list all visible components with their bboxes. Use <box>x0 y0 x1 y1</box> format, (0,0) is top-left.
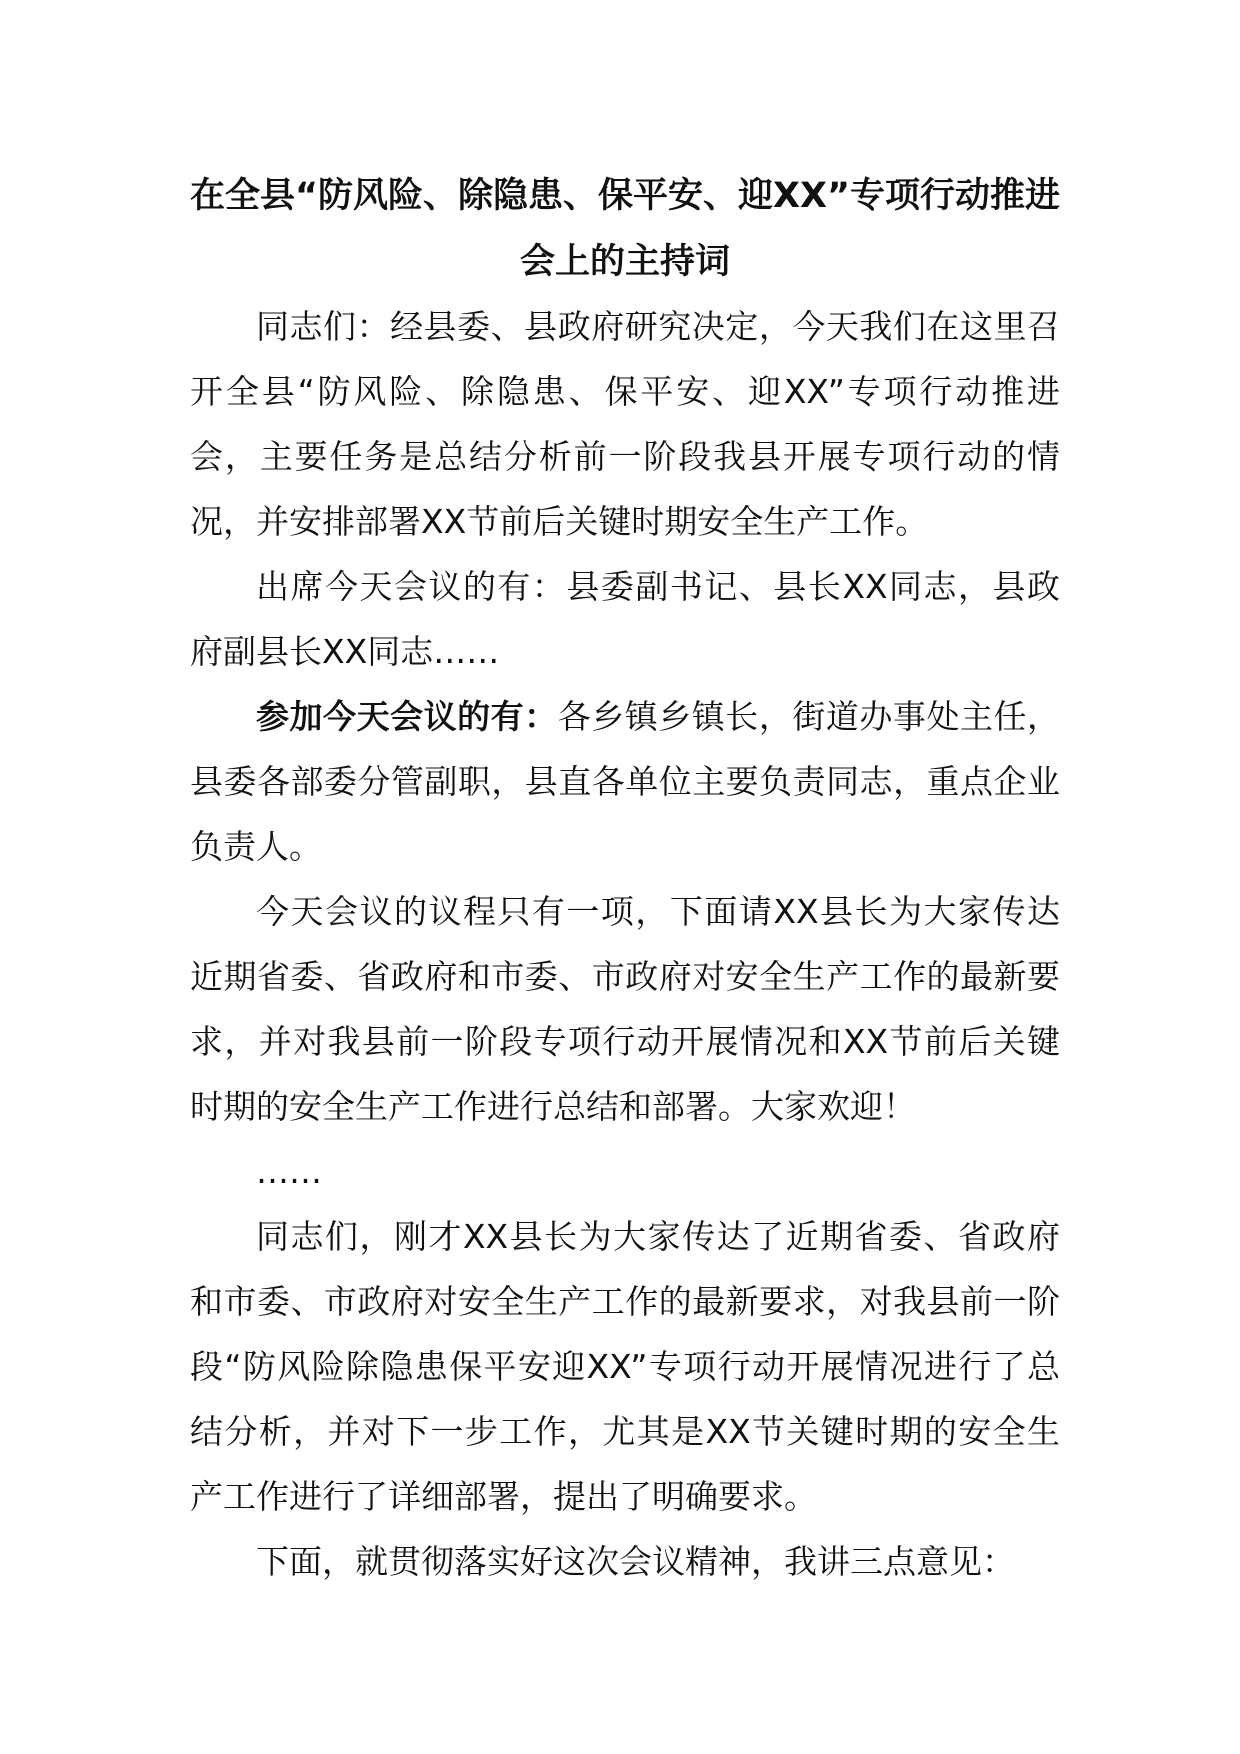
paragraph-attendees-present: 出席今天会议的有：县委副书记、县长XX同志，县政府副县长XX同志…… <box>190 567 1060 671</box>
paragraph-summary: 同志们，刚才XX县长为大家传达了近期省委、省政府和市委、市政府对安全生产工作的最新要求，对我县前一阶段“防风险除隐患保平安迎XX”专项行动开展情况进行了总结分析，并对下一步工作，尤其是XX节关键时期的安全生产工作进行了详细部署，提出了明确要求。 <box>190 1217 1060 1516</box>
document-body <box>190 294 1060 1594</box>
participants-lead: 参加今天会议的有： <box>256 697 558 736</box>
paragraph-opening: 同志们：经县委、县政府研究决定，今天我们在这里召开全县“防风险、除隐患、保平安、迎XX”专项行动推进会，主要任务是总结分析前一阶段我县开展专项行动的情况，并安排部署XX节前后关键时期安全生产工作。 <box>190 307 1060 541</box>
paragraph-ellipsis: …… <box>256 1152 322 1191</box>
participants-list: 各乡镇乡镇长，街道办事处主任，县委各部委分管副职，县直各单位主要负责同志，重点企业负责人。 <box>190 697 1061 866</box>
paragraph-agenda: 今天会议的议程只有一项，下面请XX县长为大家传达近期省委、省政府和市委、市政府对安全生产工作的最新要求，并对我县前一阶段专项行动开展情况和XX节前后关键时期的安全生产工作进行总结和部署。大家欢迎！ <box>190 892 1060 1126</box>
document-title-line-1: 在全县“防风险、除隐患、保平安、迎XX”专项行动推进 <box>190 176 1060 216</box>
paragraph-participants <box>190 684 1060 879</box>
paragraph-closing: 下面，就贯彻落实好这次会议精神，我讲三点意见： <box>256 1542 1015 1581</box>
document-title-line-2: 会上的主持词 <box>519 242 730 282</box>
